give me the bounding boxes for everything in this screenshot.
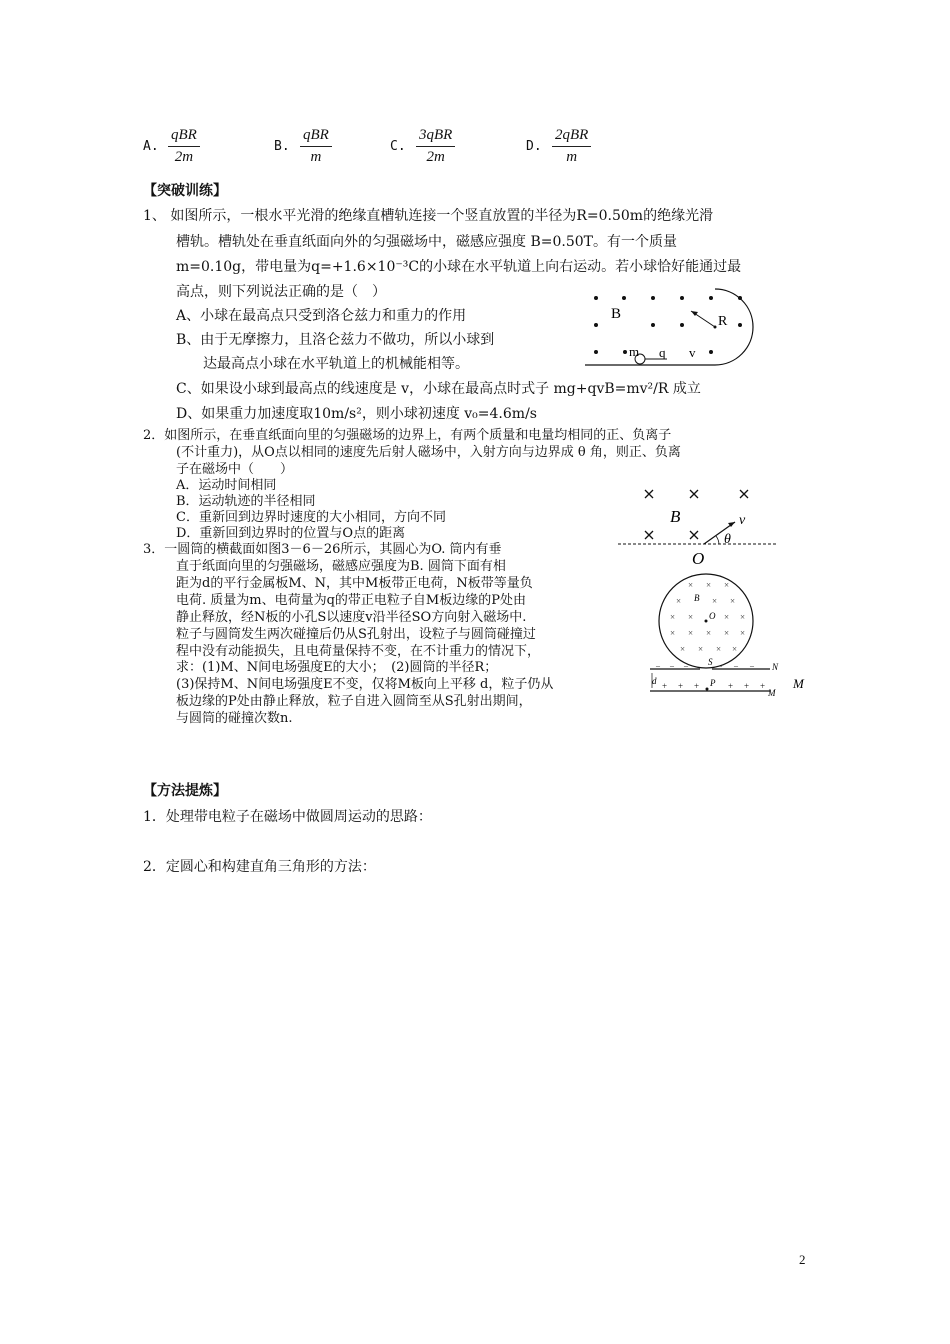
track-path <box>585 289 753 365</box>
q3-line-3: 距为d的平行金属板M、N，其中M板带正电荷，N板带等量负 <box>176 576 533 591</box>
svg-text:+: + <box>728 681 734 691</box>
field-label-b: B <box>670 507 681 526</box>
svg-text:×: × <box>688 612 694 622</box>
velocity-label: v <box>739 513 746 528</box>
side-m-label: M <box>793 676 804 691</box>
q3-line-10: 板边缘的P处由静止释放，粒子自进入圆筒至从S孔射出期间， <box>176 694 532 709</box>
svg-text:×: × <box>716 644 722 654</box>
q2-option-d: D．重新回到边界时的位置与O点的距离 <box>176 526 406 541</box>
q3-line-5: 静止释放，经N板的小孔S以速度v沿半径SO方向射入磁场中. <box>176 610 527 625</box>
svg-text:×: × <box>680 644 686 654</box>
q3-line-4: 电荷. 质量为m、电荷量为q的带正电粒子自M板边缘的P处由 <box>176 593 526 608</box>
choice-d-fraction <box>552 127 591 166</box>
svg-text:×: × <box>688 580 694 590</box>
charge-label: q <box>659 345 666 360</box>
svg-text:+: + <box>760 681 766 691</box>
svg-text:–: – <box>656 661 660 670</box>
svg-text:×: × <box>740 612 746 622</box>
svg-text:×: × <box>670 612 676 622</box>
svg-text:×: × <box>724 628 730 638</box>
field-crosses <box>645 490 748 539</box>
choice-b-fraction <box>300 127 332 166</box>
q1-line-1: 1、 如图所示，一根水平光滑的绝缘直槽轨连接一个竖直放置的半径为R=0.50m的绝缘光滑 <box>143 208 714 224</box>
center-label: O <box>709 611 716 621</box>
q2-line-1: 2．如图所示，在垂直纸面向里的匀强磁场的边界上，有两个质量和电量均相同的正、负离子 <box>143 428 672 443</box>
choice-c-fraction <box>416 127 455 166</box>
q3-line-1: 3．一圆筒的横截面如图3－6－26所示，其圆心为O. 筒内有垂 <box>143 542 502 557</box>
svg-text:×: × <box>740 628 746 638</box>
choice-d-label: D. <box>526 139 542 154</box>
q1-figure-loop-track <box>585 285 770 380</box>
section-heading-breakthrough: 【突破训练】 <box>143 183 227 199</box>
svg-text:×: × <box>732 644 738 654</box>
section-heading-method: 【方法提炼】 <box>143 783 227 799</box>
point-p-label: P <box>710 678 716 688</box>
svg-text:+: + <box>694 681 700 691</box>
q1-option-d: D、如果重力加速度取10m/s²，则小球初速度 v₀=4.6m/s <box>176 406 537 422</box>
hole-label: S <box>708 657 713 667</box>
svg-text:–: – <box>750 661 754 670</box>
svg-text:×: × <box>730 596 736 606</box>
q1-line-4: 高点，则下列说法正确的是（ ） <box>176 284 386 300</box>
angle-label: θ <box>724 532 731 547</box>
mass-label: m <box>629 344 640 359</box>
svg-text:–: – <box>684 661 688 670</box>
q2-line-2: (不计重力)，从O点以相同的速度先后射人磁场中，入射方向与边界成 θ 角，则正、负离 <box>176 445 681 460</box>
q1-option-b-line1: B、由于无摩擦力，且洛仑兹力不做功，所以小球到 <box>176 332 495 348</box>
q1-option-b-line2: 达最高点小球在水平轨道上的机械能相等。 <box>203 356 469 372</box>
q1-option-c: C、如果设小球到最高点的线速度是 v，小球在最高点时式子 mg+qvB=mv²/R 成立 <box>176 381 701 397</box>
svg-text:+: + <box>662 681 668 691</box>
plate-n-label: N <box>772 662 779 672</box>
q2-option-a: A．运动时间相同 <box>176 478 277 493</box>
choice-b-numerator: qBR <box>300 127 332 147</box>
q1-line-2: 槽轨。槽轨处在垂直纸面向外的匀强磁场中，磁感应强度 B=0.50T。有一个质量 <box>176 234 677 250</box>
choice-a-label: A. <box>143 139 159 154</box>
q3-line-6: 粒子与圆筒发生两次碰撞后仍从S孔射出，设粒子与圆筒碰撞过 <box>176 627 536 642</box>
method-item-1: 1．处理带电粒子在磁场中做圆周运动的思路： <box>143 809 432 825</box>
plate-m-label: M <box>768 688 776 698</box>
svg-text:×: × <box>712 596 718 606</box>
q3-figure-cylinder <box>648 570 808 702</box>
choice-b-label: B. <box>274 139 290 154</box>
radius-label: R <box>718 314 728 329</box>
svg-text:×: × <box>676 596 682 606</box>
choice-b-denominator: m <box>310 149 322 165</box>
choice-c-numerator: 3qBR <box>416 127 455 147</box>
choice-a-numerator: qBR <box>168 127 200 147</box>
q1-option-a: A、小球在最高点只受到洛仑兹力和重力的作用 <box>176 308 467 324</box>
svg-text:–: – <box>718 661 722 670</box>
choice-d-denominator: m <box>566 149 578 165</box>
q3-line-8: 求：(1)M、N间电场强度E的大小； (2)圆筒的半径R； <box>176 660 498 675</box>
svg-text:×: × <box>698 644 704 654</box>
field-label-b: B <box>611 306 622 322</box>
velocity-label: v <box>689 345 696 360</box>
field-label-b: B <box>694 593 700 603</box>
q3-line-7: 程中没有动能损失，且电荷量保持不变，在不计重力的情况下， <box>176 644 541 659</box>
choice-d-numerator: 2qBR <box>552 127 591 147</box>
svg-text:+: + <box>678 681 684 691</box>
svg-text:×: × <box>706 580 712 590</box>
q3-line-11: 与圆筒的碰撞次数n. <box>176 711 293 726</box>
page-number: 2 <box>799 1252 806 1267</box>
q3-line-9: (3)保持M、N间电场强度E不变，仅将M板向上平移 d，粒子仍从 <box>176 677 554 692</box>
origin-label: O <box>692 549 705 568</box>
svg-text:×: × <box>688 628 694 638</box>
method-item-2: 2．定圆心和构建直角三角形的方法： <box>143 859 376 875</box>
q2-figure-boundary <box>618 482 778 570</box>
svg-text:×: × <box>724 580 730 590</box>
svg-text:×: × <box>670 628 676 638</box>
svg-text:×: × <box>706 628 712 638</box>
choice-c-denominator: 2m <box>426 149 445 165</box>
choice-c-label: C. <box>390 139 406 154</box>
q1-line-3: m=0.10g，带电量为q=+1.6×10⁻³C的小球在水平轨道上向右运动。若小球恰好能通过最 <box>176 259 742 275</box>
svg-text:+: + <box>744 681 750 691</box>
gap-label: d <box>652 676 657 686</box>
q2-option-c: C．重新回到边界时速度的大小相同，方向不同 <box>176 510 446 525</box>
svg-text:–: – <box>734 661 738 670</box>
field-crosses <box>670 580 745 654</box>
q2-option-b: B．运动轨迹的半径相同 <box>176 494 316 509</box>
choice-a-denominator: 2m <box>174 149 194 165</box>
q2-line-3: 子在磁场中（ ） <box>176 462 294 477</box>
svg-text:–: – <box>670 661 674 670</box>
choice-a-fraction <box>168 127 200 166</box>
svg-text:×: × <box>724 612 730 622</box>
q3-line-2: 直于纸面向里的匀强磁场，磁感应强度为B. 圆筒下面有相 <box>176 559 506 574</box>
